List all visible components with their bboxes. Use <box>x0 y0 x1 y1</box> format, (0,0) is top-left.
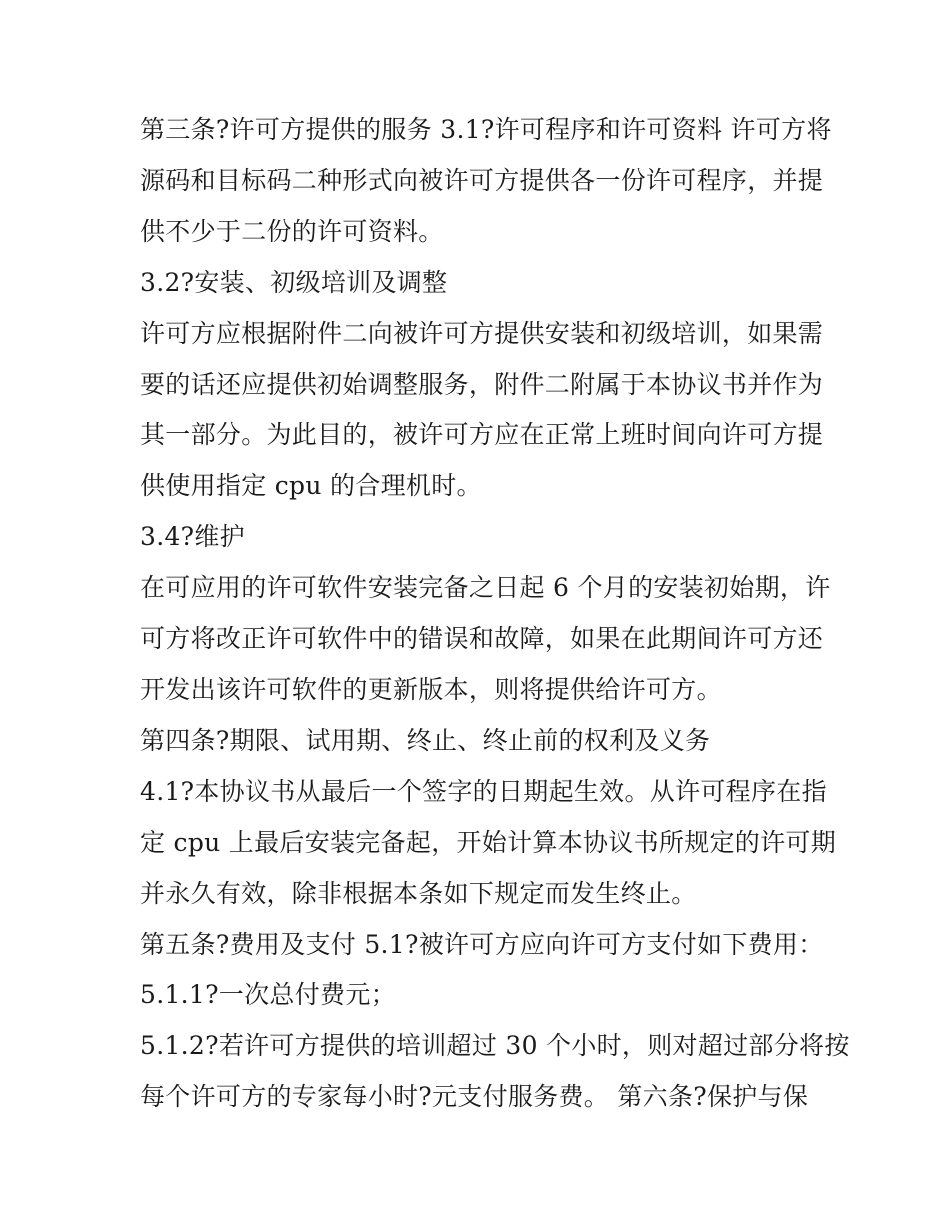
section-3-1-text-line: 源码和目标码二种形式向被许可方提供各一份许可程序，并提 <box>140 165 824 195</box>
section-4-heading: 第四条?期限、试用期、终止、终止前的权利及义务 <box>140 725 711 755</box>
section-3-2-text-line: 要的话还应提供初始调整服务，附件二附属于本协议书并作为 <box>140 369 824 399</box>
section-4-1-text-line: 定 cpu 上最后安装完备起，开始计算本协议书所规定的许可期 <box>140 827 837 857</box>
section-5-heading-line: 第五条?费用及支付 5.1?被许可方应向许可方支付如下费用： <box>140 929 824 959</box>
section-3-4-heading: 3.4?维护 <box>140 522 245 552</box>
section-3-2-text-line: 其一部分。为此目的，被许可方应在正常上班时间向许可方提 <box>140 420 824 450</box>
section-5-1-2-text-line: 每个许可方的专家每小时?元支付服务费。 第六条?保护与保 <box>140 1082 809 1112</box>
section-3-4-text-line: 开发出该许可软件的更新版本，则将提供给许可方。 <box>140 674 722 704</box>
section-3-2-text-line: 许可方应根据附件二向被许可方提供安装和初级培训，如果需 <box>140 318 824 348</box>
section-4-1-text-line: 4.1?本协议书从最后一个签字的日期起生效。从许可程序在指 <box>140 776 827 806</box>
section-3-2-text-line: 供使用指定 cpu 的合理机时。 <box>140 471 482 501</box>
section-3-4-text-line: 可方将改正许可软件中的错误和故障，如果在此期间许可方还 <box>140 624 824 654</box>
section-3-4-text-line: 在可应用的许可软件安装完备之日起 6 个月的安装初始期，许 <box>140 573 831 603</box>
section-4-1-text-line: 并永久有效，除非根据本条如下规定而发生终止。 <box>140 878 697 908</box>
document-body <box>140 105 850 1123</box>
section-3-heading-line: 第三条?许可方提供的服务 3.1?许可程序和许可资料 许可方将 <box>140 115 832 144</box>
section-3-1-text-line: 供不少于二份的许可资料。 <box>140 216 444 246</box>
section-3-2-heading: 3.2?安装、初级培训及调整 <box>140 267 448 297</box>
section-5-1-1-text-line: 5.1.1?一次总付费元； <box>140 980 396 1010</box>
section-5-1-2-text-line: 5.1.2?若许可方提供的培训超过 30 个小时，则对超过部分将按 <box>140 1031 850 1061</box>
